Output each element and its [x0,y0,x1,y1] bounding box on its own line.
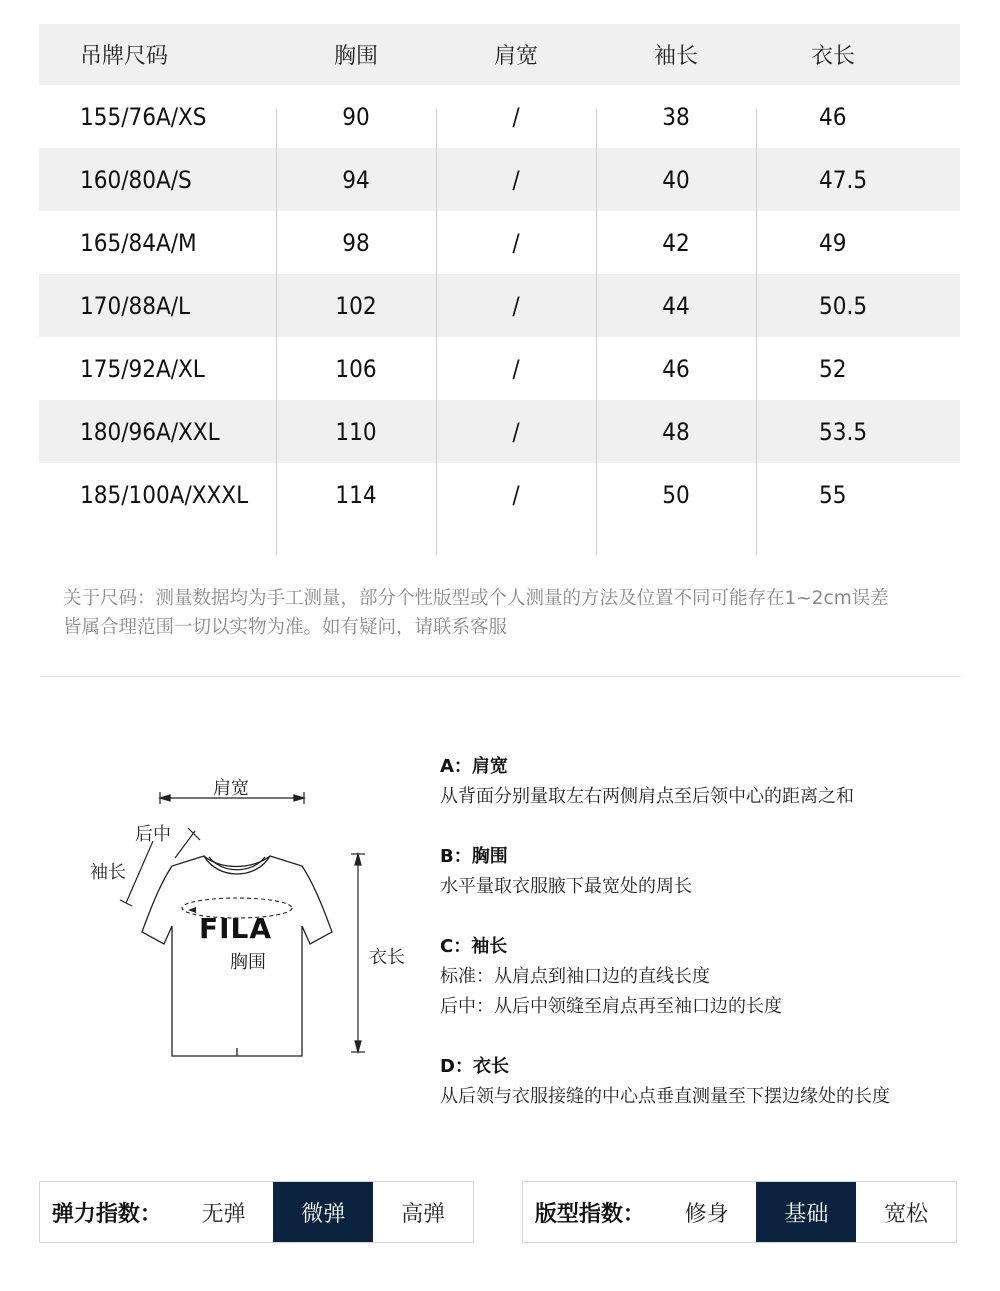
cell-shoulder: / [512,417,520,446]
cell-size: 180/96A/XXL [80,417,220,446]
definition-title: D：衣长 [440,1056,509,1077]
definition-text: 后中：从后中领缝至肩点再至袖口边的长度 [440,996,782,1017]
elasticity-option-high[interactable]: 高弹 [401,1201,446,1227]
header-sleeve: 袖长 [653,44,698,69]
definition-chest [440,842,980,902]
cell-sleeve: 50 [662,480,690,509]
cell-chest: 110 [335,417,377,446]
elasticity-option-slight[interactable]: 微弹 [273,1182,373,1242]
cell-shoulder: / [512,165,520,194]
column-divider [596,109,597,555]
definition-title: C：袖长 [440,936,508,957]
definition-text: 水平量取衣服腋下最宽处的周长 [440,876,692,897]
cell-sleeve: 48 [662,417,690,446]
cell-length: 46 [819,102,847,131]
cell-length: 55 [819,480,847,509]
cell-size: 175/92A/XL [80,354,205,383]
table-row [39,337,960,400]
definition-text: 从背面分别量取左右两侧肩点至后领中心的距离之和 [440,786,854,807]
definition-length [440,1052,980,1112]
cell-chest: 94 [342,165,370,194]
size-note [63,584,963,642]
fit-option-loose[interactable]: 宽松 [884,1201,929,1227]
cell-length: 47.5 [819,165,868,194]
fit-index [522,1181,957,1243]
cell-shoulder: / [512,291,520,320]
table-row [39,148,960,211]
header-shoulder: 肩宽 [493,44,538,69]
cell-chest: 98 [342,228,370,257]
elasticity-option-none[interactable]: 无弹 [201,1201,246,1227]
diagram-label-length: 衣长 [369,947,405,968]
cell-shoulder: / [512,102,520,131]
cell-size: 165/84A/M [80,228,197,257]
cell-length: 49 [819,228,847,257]
cell-length: 52 [819,354,847,383]
cell-shoulder: / [512,480,520,509]
cell-length: 50.5 [819,291,868,320]
column-divider [276,109,277,555]
table-row [39,274,960,337]
measurement-definitions [440,752,980,1142]
header-length: 衣长 [811,44,856,69]
size-table [39,24,960,526]
definition-text: 从后领与衣服接缝的中心点垂直测量至下摆边缘处的长度 [440,1086,890,1107]
cell-size: 160/80A/S [80,165,192,194]
size-note-line1: 关于尺码：测量数据均为手工测量，部分个性版型或个人测量的方法及位置不同可能存在1~2cm误差 [63,588,889,609]
definition-text: 标准：从肩点到袖口边的直线长度 [440,966,710,987]
column-divider [436,109,437,555]
elasticity-label: 弹力指数： [51,1201,162,1227]
cell-sleeve: 38 [662,102,690,131]
diagram-label-back-center: 后中 [135,824,171,845]
fit-option-regular[interactable]: 基础 [756,1182,856,1242]
table-row [39,85,960,148]
diagram-label-chest: 胸围 [230,952,266,973]
diagram-label-shoulder: 肩宽 [213,778,249,799]
cell-size: 185/100A/XXXL [80,480,249,509]
definition-title: A：肩宽 [440,756,508,777]
diagram-label-sleeve: 袖长 [90,862,126,883]
section-divider [40,676,961,677]
cell-shoulder: / [512,228,520,257]
tshirt-measure-diagram [80,768,420,1068]
cell-size: 170/88A/L [80,291,191,320]
fila-logo: FILA [199,912,273,945]
cell-shoulder: / [512,354,520,383]
cell-sleeve: 40 [662,165,690,194]
table-row [39,211,960,274]
column-divider [756,109,757,555]
elasticity-index [39,1181,474,1243]
cell-sleeve: 42 [662,228,690,257]
header-tag-size: 吊牌尺码 [80,44,169,69]
cell-sleeve: 46 [662,354,690,383]
cell-chest: 90 [342,102,370,131]
cell-sleeve: 44 [662,291,690,320]
cell-size: 155/76A/XS [80,102,207,131]
size-note-line2: 皆属合理范围一切以实物为准。如有疑问，请联系客服 [63,617,508,638]
definition-shoulder [440,752,980,812]
cell-length: 53.5 [819,417,868,446]
fit-option-slim[interactable]: 修身 [684,1201,729,1227]
table-header-row [39,24,960,85]
cell-chest: 114 [335,480,377,509]
fit-label: 版型指数： [534,1201,645,1227]
definition-sleeve [440,932,980,1022]
header-chest: 胸围 [333,44,378,69]
cell-chest: 106 [335,354,377,383]
cell-chest: 102 [335,291,377,320]
definition-title: B：胸围 [440,846,508,867]
table-row [39,463,960,526]
table-row [39,400,960,463]
